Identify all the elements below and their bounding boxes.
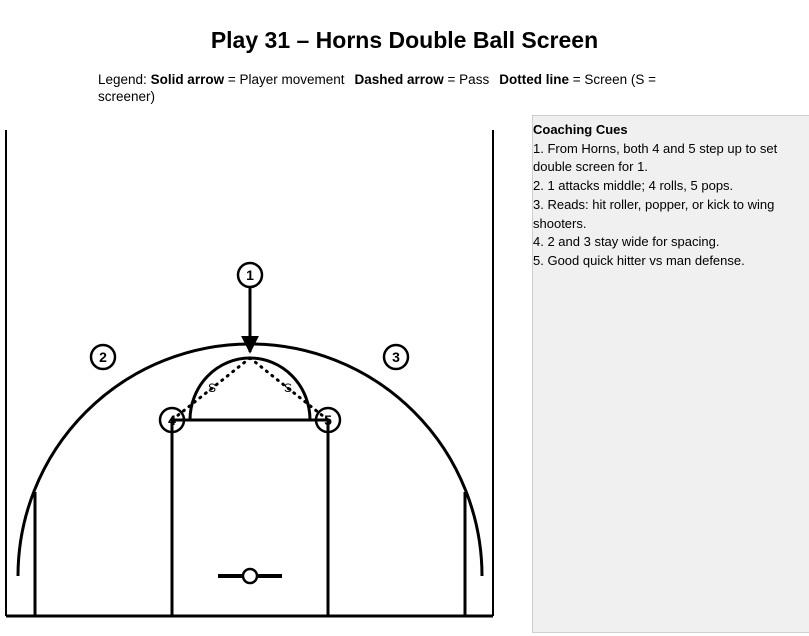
coaching-cue-item: 1. From Horns, both 4 and 5 step up to set double screen for 1. bbox=[533, 140, 778, 175]
legend-dotted-desc: = Screen (S = screener) bbox=[98, 72, 656, 104]
legend-dotted-label: Dotted line bbox=[499, 72, 569, 87]
screen-label-4: S bbox=[207, 381, 217, 395]
player-3-marker bbox=[384, 345, 408, 369]
three-point-arc bbox=[18, 344, 482, 576]
coaching-cues-title: Coaching Cues bbox=[533, 122, 628, 137]
page-title: Play 31 – Horns Double Ball Screen bbox=[210, 27, 599, 53]
player-1-marker bbox=[238, 263, 262, 287]
player-2-marker bbox=[91, 345, 115, 369]
player-4-label: 4 bbox=[168, 412, 176, 428]
player-3-label: 3 bbox=[392, 349, 400, 365]
legend-prefix: Legend: bbox=[98, 72, 151, 87]
coaching-cue-item: 3. Reads: hit roller, popper, or kick to wing shooters. bbox=[533, 196, 775, 231]
legend-solid-label: Solid arrow bbox=[150, 72, 225, 87]
rim bbox=[243, 569, 257, 583]
coaching-cues-list bbox=[533, 140, 809, 271]
legend-dashed-desc: = Pass bbox=[443, 72, 490, 87]
screen-label-5: S bbox=[283, 381, 293, 395]
legend-dashed-label: Dashed arrow bbox=[354, 72, 444, 87]
coaching-cues-panel bbox=[532, 115, 809, 633]
player-5-label: 5 bbox=[324, 412, 332, 428]
coaching-cue-item: 4. 2 and 3 stay wide for spacing. bbox=[533, 234, 720, 250]
coaching-cue-item: 5. Good quick hitter vs man defense. bbox=[533, 252, 745, 268]
player-1-label: 1 bbox=[246, 267, 254, 283]
coaching-cue-item: 2. 1 attacks middle; 4 rolls, 5 pops. bbox=[533, 178, 734, 194]
player-2-label: 2 bbox=[99, 349, 107, 365]
legend-solid-desc: = Player movement bbox=[224, 72, 345, 87]
